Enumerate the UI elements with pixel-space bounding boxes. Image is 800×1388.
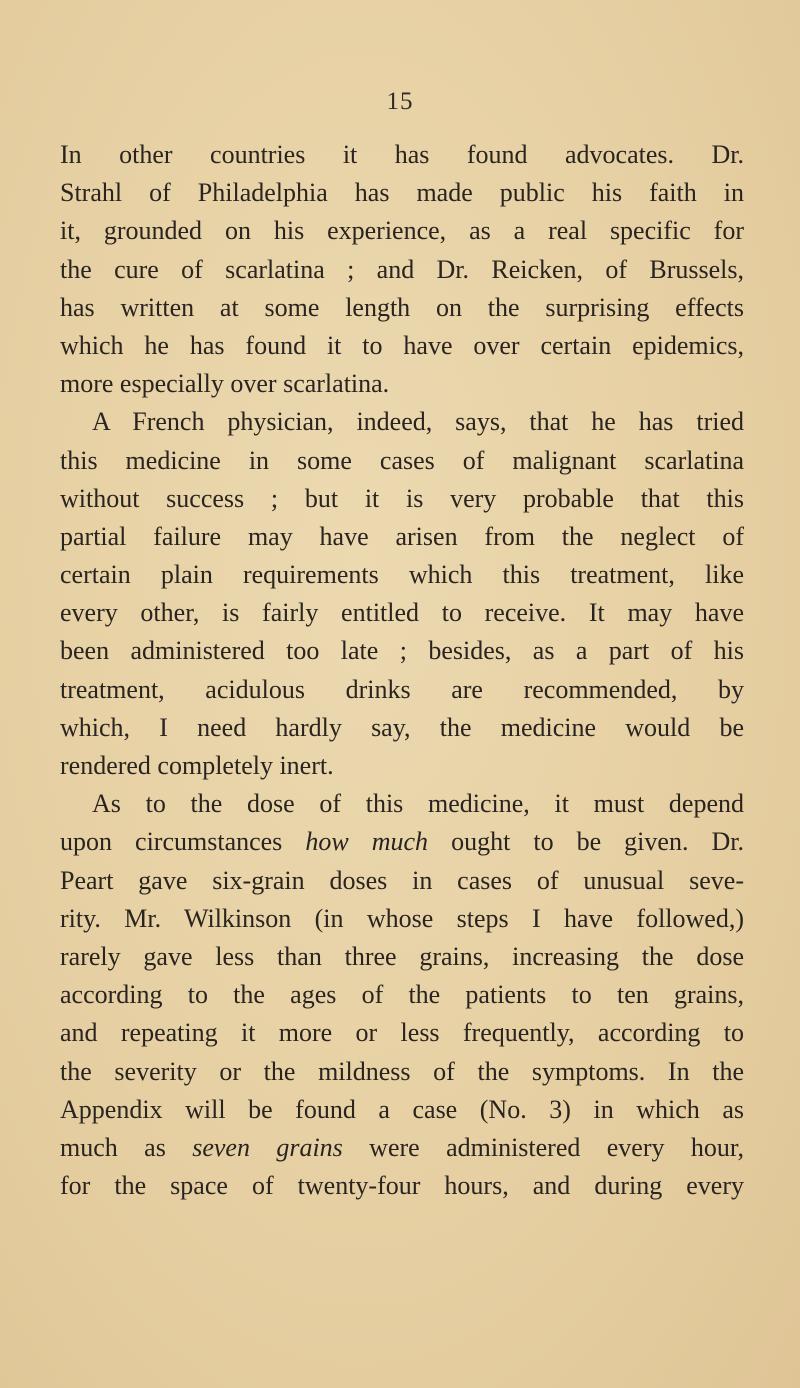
text-line: rity. Mr. Wilkinson (in whose steps I have followed,) [60,903,744,933]
text-line: every other, is fairly entitled to receive. It may have [60,598,744,628]
text-line: been administered too late ; besides, as a part of his [60,636,744,666]
text-line: partial failure may have arisen from the neglect of [60,521,744,551]
text-line: In other countries it has found advocates. Dr. [60,140,744,169]
text-line: which, I need hardly say, the medicine would be [60,712,744,742]
body-text [60,136,744,1205]
text-line: it, grounded on his experience, as a real specific for [60,216,744,246]
text-line: rendered completely inert. [60,751,334,780]
text-line: Strahl of Philadelphia has made public his faith in [60,178,744,208]
text-line: much as seven grains were administered every hour, [60,1132,745,1162]
text-line: rarely gave less than three grains, increasing the dose [60,941,744,971]
italic-phrase: how much [305,827,429,857]
text-line: according to the ages of the patients to ten grains, [60,980,744,1010]
text-line: more especially over scarlatina. [60,369,390,399]
text-line: has written at some length on the surprising effects [60,292,744,322]
text-line: and repeating it more or less frequently, according to [60,1018,744,1048]
text-line: certain plain requirements which this treatment, like [60,560,744,590]
text-line: Appendix will be found a case (No. 3) in which as [60,1094,744,1124]
text-line: A French physician, indeed, says, that he has tried [92,407,744,437]
text-line: this medicine in some cases of malignant scarlatina [60,445,744,475]
text-line: the cure of scarlatina ; and Dr. Reicken, of Brussels, [60,254,744,284]
text-line: the severity or the mildness of the symptoms. In the [60,1056,744,1086]
page-number: 15 [386,88,414,115]
text-line: Peart gave six-grain doses in cases of unusual seve- [60,865,744,895]
text-line: upon circumstances how much ought to be given. Dr. [60,827,744,857]
text-line: for the space of twenty-four hours, and during every [60,1171,744,1201]
text-line: without success ; but it is very probable that this [60,483,744,513]
italic-phrase: seven grains [192,1132,343,1162]
text-line: which he has found it to have over certain epidemics, [60,330,744,360]
text-line: treatment, acidulous drinks are recommended, by [60,674,744,704]
text-line: As to the dose of this medicine, it must depend [92,789,744,819]
